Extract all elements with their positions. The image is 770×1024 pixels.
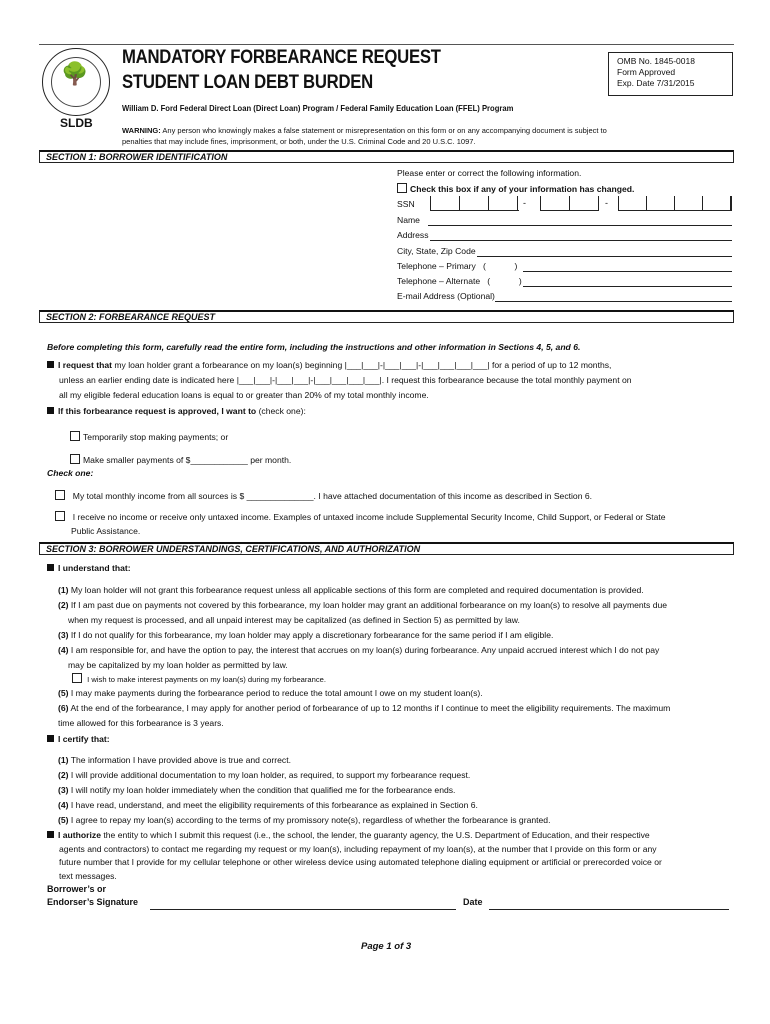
warning-label: WARNING: bbox=[122, 126, 161, 135]
check-one-label: Check one: bbox=[47, 468, 94, 478]
list-item: (4) I am responsible for, and have the option to pay, the interest that accrues on my loan(s) during forbearance. Any unpaid accrued interest which I do not pay bbox=[58, 645, 660, 655]
warning-text: WARNING: Any person who knowingly makes a false statement or misrepresentation on this form or on any accompanying document is subject to penalties that may include fines, imprisonment, or both, under the U.S. Criminal Code and 20 U.S.C. 1097. bbox=[122, 126, 607, 146]
address-label: Address bbox=[397, 230, 429, 240]
before-completing-note: Before completing this form, carefully read the entire form, including the instructions and other information in Sections 4, 5, and 6. bbox=[47, 342, 581, 352]
phone-primary-field[interactable] bbox=[523, 271, 732, 272]
bullet-square bbox=[47, 735, 54, 742]
section1-instruction: Please enter or correct the following information. bbox=[397, 168, 582, 178]
phone-alternate-label: Telephone – Alternate ( ) bbox=[397, 276, 522, 286]
list-item: (3) If I do not qualify for this forbearance, my loan holder may apply a discretionary forbearance for the same period if I am eligible. bbox=[58, 630, 554, 640]
date-field[interactable] bbox=[489, 909, 729, 910]
omb-number: OMB No. 1845-0018 bbox=[617, 56, 695, 66]
date-label: Date bbox=[463, 897, 483, 907]
income-option-2[interactable]: I receive no income or receive only untaxed income. Examples of untaxed income include Supplemental Security Income, Child Support, or Federal or State Public Assistance. bbox=[55, 510, 666, 538]
name-field[interactable] bbox=[428, 225, 732, 226]
section3-header: SECTION 3: BORROWER UNDERSTANDINGS, CERTIFICATIONS, AND AUTHORIZATION bbox=[39, 542, 734, 555]
authorization-statement: I authorize the entity to which I submit this request (i.e., the school, the lender, the guaranty agency, the U.S. Department of Education, and their respective agents and contractors) to contact me regarding my request or my loan(s), including repayment of my loan(s), at the number that I provide on this form or any future number that I provide for my cellular telephone or other wireless device using automated telephone dialing equipment or artificial or prerecorded voice or text messages. bbox=[47, 829, 662, 883]
certify-label: I certify that: bbox=[47, 734, 110, 744]
list-item: (5) I may make payments during the forbearance period to reduce the total amount I owe on my student loan(s). bbox=[58, 688, 483, 698]
email-label: E-mail Address (Optional) bbox=[397, 291, 495, 301]
bullet-square bbox=[47, 407, 54, 414]
no-income-checkbox[interactable] bbox=[55, 511, 65, 521]
list-item: (6) At the end of the forbearance, I may apply for another period of forbearance of up to 12 months if I continue to meet the eligibility requirements. The maximum bbox=[58, 703, 671, 713]
phone-primary-label: Telephone – Primary ( ) bbox=[397, 261, 518, 271]
list-item: (2) I will provide additional documentation to my loan holder, as required, to support my forbearance request. bbox=[58, 770, 471, 780]
interest-payment-option[interactable]: I wish to make interest payments on my loan(s) during my forbearance. bbox=[58, 673, 670, 686]
signature-field[interactable] bbox=[150, 909, 456, 910]
top-rule bbox=[39, 44, 734, 45]
signature-label: Borrower’s or Endorser’s Signature bbox=[47, 884, 139, 907]
form-title-line1: MANDATORY FORBEARANCE REQUEST bbox=[122, 47, 441, 68]
address-field[interactable] bbox=[430, 240, 732, 241]
city-label: City, State, Zip Code bbox=[397, 246, 476, 256]
omb-expiration: Exp. Date 7/31/2015 bbox=[617, 78, 695, 88]
option-stop-payments[interactable]: Temporarily stop making payments; or bbox=[70, 431, 228, 442]
bullet-square bbox=[47, 831, 54, 838]
option-smaller-payments[interactable]: Make smaller payments of $____________ per month. bbox=[70, 454, 291, 465]
understand-label: I understand that: bbox=[47, 563, 131, 573]
interest-payment-checkbox[interactable] bbox=[72, 673, 82, 683]
list-item: (1) My loan holder will not grant this forbearance request unless all applicable sections of this form are completed and required documentation is provided. bbox=[58, 585, 644, 595]
certify-list bbox=[58, 753, 550, 828]
list-item: (1) The information I have provided above is true and correct. bbox=[58, 755, 291, 765]
info-changed-checkbox-row[interactable]: Check this box if any of your information has changed. bbox=[397, 183, 634, 194]
understand-list: (1) My loan holder will not grant this forbearance request unless all applicable sections of this form are completed and required documentation is provided. (2) If I am past due on payments not covered by this forbearance, my loan holder may grant an additional forbearance on my loan(s) to resolve all payments due when my request is processed, and all unpaid interest may be capitalized (as defined in Section 5) as permitted by law. (3) If I do not qualify for this forbearance, my loan holder may apply a discretionary forbearance for the same period if I am eligible. (4) I am responsible for, and have the option to pay, the interest that accrues on my loan(s) during forbearance. Any unpaid accrued interest which I do not pay may be capitalized by my loan holder as permitted by law. I wish to make interest payments on my loan(s) during my forbearance. (5) I may make payments during the forbearance period to reduce the total amount I owe on my student loan(s). (6) At the end of the forbearance, I may apply for another period of forbearance of up to 12 months if I continue to meet the eligibility requirements. The maximum time allowed for this forbearance is 3 years. bbox=[58, 585, 671, 728]
omb-status: Form Approved bbox=[617, 67, 676, 77]
page-number: Page 1 of 3 bbox=[361, 941, 412, 952]
section2-header: SECTION 2: FORBEARANCE REQUEST bbox=[39, 310, 734, 323]
list-item: (4) I have read, understand, and meet the eligibility requirements of this forbearance as explained in Section 6. bbox=[58, 800, 478, 810]
department-seal-icon: 🌳 bbox=[42, 48, 110, 116]
income-amount-checkbox[interactable] bbox=[55, 490, 65, 500]
ssn-label: SSN bbox=[397, 199, 415, 209]
form-code: SLDB bbox=[60, 116, 93, 130]
list-item: (3) I will notify my loan holder immediately when the condition that qualified me for the forbearance ends. bbox=[58, 785, 456, 795]
ssn-field[interactable]: - - bbox=[430, 196, 730, 211]
list-item: (5) I agree to repay my loan(s) according to the terms of my promissory note(s), regardless of whether the forbearance is granted. bbox=[58, 815, 551, 825]
income-option-1[interactable]: My total monthly income from all sources is $ ______________. I have attached documentation of this income as described in Section 6. bbox=[55, 490, 592, 501]
smaller-payments-checkbox[interactable] bbox=[70, 454, 80, 464]
info-changed-checkbox[interactable] bbox=[397, 183, 407, 193]
list-item: (2) If I am past due on payments not covered by this forbearance, my loan holder may grant an additional forbearance on my loan(s) to resolve all payments due bbox=[58, 600, 668, 610]
email-field[interactable] bbox=[495, 301, 732, 302]
form-title-line2: STUDENT LOAN DEBT BURDEN bbox=[122, 72, 373, 93]
stop-payments-checkbox[interactable] bbox=[70, 431, 80, 441]
section1-header: SECTION 1: BORROWER IDENTIFICATION bbox=[39, 150, 734, 163]
approved-statement: If this forbearance request is approved, I want to (check one): bbox=[47, 406, 306, 416]
request-statement: I request that my loan holder grant a forbearance on my loan(s) beginning |___|___|-|___|___|-|___|___|___|___| for a period of up to 12 months, unless an earlier ending date is indicated here |___|___|-|___|___|-|___|___|___|___|. I request this forbearance because the total monthly payment on all my eligible federal education loans is equal to or greater than 20% of my total monthly income. bbox=[47, 358, 632, 403]
name-label: Name bbox=[397, 215, 420, 225]
program-name: William D. Ford Federal Direct Loan (Direct Loan) Program / Federal Family Education Loan (FFEL) Program bbox=[122, 103, 514, 113]
phone-alternate-field[interactable] bbox=[523, 286, 732, 287]
city-state-zip-field[interactable] bbox=[477, 256, 732, 257]
bullet-square bbox=[47, 564, 54, 571]
bullet-square bbox=[47, 361, 54, 368]
omb-box bbox=[608, 52, 733, 96]
